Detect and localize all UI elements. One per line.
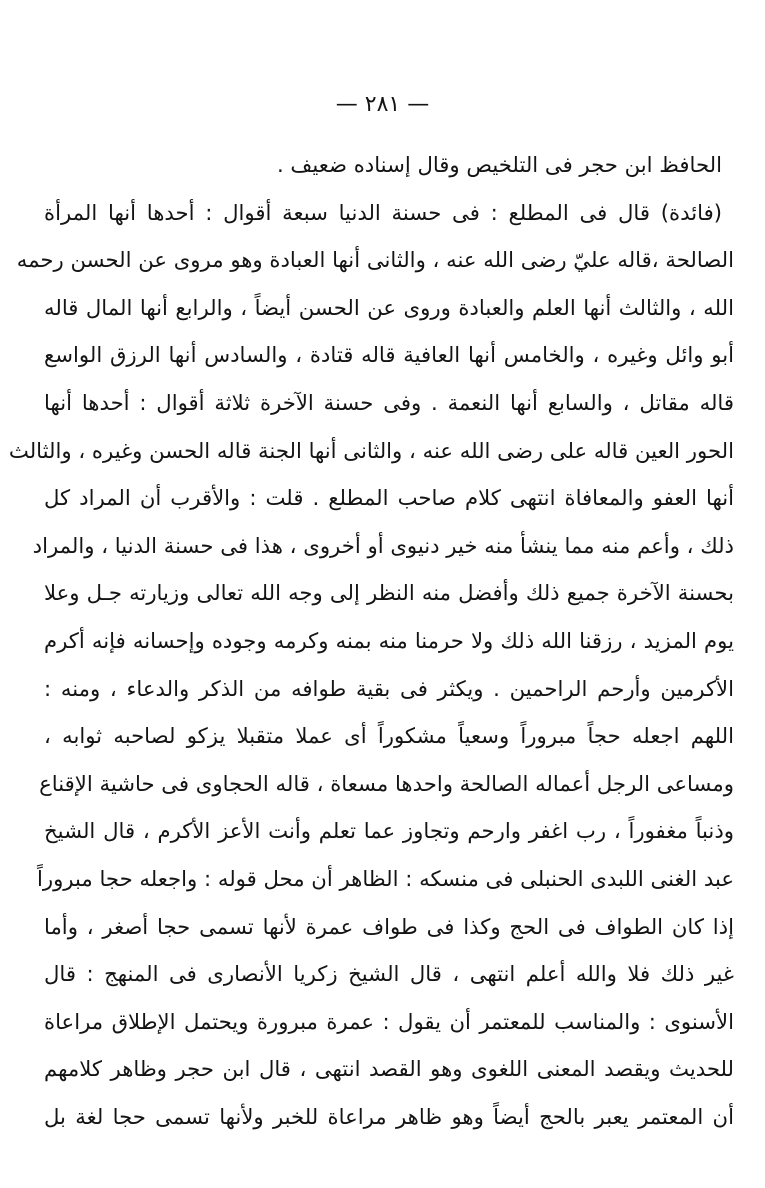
text-line: أن المعتمر يعبر بالحج أيضاً وهو ظاهر مراعاة للخبر ولأنها تسمى حجا لغة بل bbox=[44, 1103, 734, 1129]
text-line: (فائدة) قال فى المطلع : فى حسنة الدنيا سبعة أقوال : أحدها أنها المرأة bbox=[44, 199, 722, 225]
text-line: اللهم اجعله حجاً مبروراً وسعياً مشكوراً أى عملا متقبلا يزكو لصاحبه ثوابه ، bbox=[44, 723, 734, 749]
text-line: وذنباً مغفوراً ، رب اغفر وارحم وتجاوز عما تعلم وأنت الأعز الأكرم ، قال الشيخ bbox=[44, 818, 734, 844]
text-line: للحديث ويقصد المعنى اللغوى وهو القصد انتهى ، قال ابن حجر وظاهر كلامهم bbox=[44, 1056, 734, 1082]
text-line: الصالحة ،قاله عليّ رضى الله عنه ، والثانى أنها العبادة وهو مروى عن الحسن رحمه bbox=[16, 247, 734, 273]
text-line: بحسنة الآخرة جميع ذلك وأفضل منه النظر إلى وجه الله تعالى وزيارته جـل وعلا bbox=[44, 580, 734, 606]
text-line: أبو وائل وغيره ، والخامس أنها العافية قاله قتادة ، والسادس أنها الرزق الواسع bbox=[44, 342, 734, 368]
text-line: الأسنوى : والمناسب للمعتمر أن يقول : عمرة مبرورة ويحتمل الإطلاق مراعاة bbox=[44, 1008, 734, 1034]
text-line: يوم المزيد ، رزقنا الله ذلك ولا حرمنا منه بمنه وكرمه وجوده وإحسانه فإنه أكرم bbox=[44, 627, 734, 653]
text-line: الحور العين قاله على رضى الله عنه ، والثانى أنها الجنة قاله الحسن وغيره ، والثالث bbox=[8, 437, 734, 463]
text-line: غير ذلك فلا والله أعلم انتهى ، قال الشيخ زكريا الأنصارى فى المنهج : قال bbox=[44, 961, 734, 987]
text-line: قاله مقاتل ، والسابع أنها النعمة . وفى حسنة الآخرة ثلاثة أقوال : أحدها أنها bbox=[44, 389, 734, 415]
text-line: أنها العفو والمعافاة انتهى كلام صاحب المطلع . قلت : والأقرب أن المراد كل bbox=[44, 485, 734, 511]
text-line: الأكرمين وأرحم الراحمين . ويكثر فى بقية طوافه من الذكر والدعاء ، ومنه : bbox=[44, 675, 734, 701]
text-line: إذا كان الطواف فى الحج وكذا فى طواف عمرة لأنها تسمى حجا أصغر ، وأما bbox=[44, 913, 734, 939]
page-number: — ٢٨١ — bbox=[335, 92, 430, 117]
text-line: ذلك ، وأعم منه مما ينشأ منه خير دنيوى أو أخروى ، هذا فى حسنة الدنيا ، والمراد bbox=[32, 532, 734, 558]
text-line: ومساعى الرجل أعماله الصالحة واحدها مسعاة ، قاله الحجاوى فى حاشية الإقناع bbox=[39, 770, 734, 796]
text-line: الحافظ ابن حجر فى التلخيص وقال إسناده ضعيف . bbox=[276, 152, 722, 177]
text-line: عبد الغنى اللبدى الحنبلى فى منسكه : الظاهر أن محل قوله : واجعله حجا مبروراً bbox=[36, 865, 734, 891]
text-line: الله ، والثالث أنها العلم والعبادة وروى عن الحسن أيضاً ، والرابع أنها المال قاله bbox=[44, 294, 734, 320]
body-text bbox=[8, 141, 734, 1140]
